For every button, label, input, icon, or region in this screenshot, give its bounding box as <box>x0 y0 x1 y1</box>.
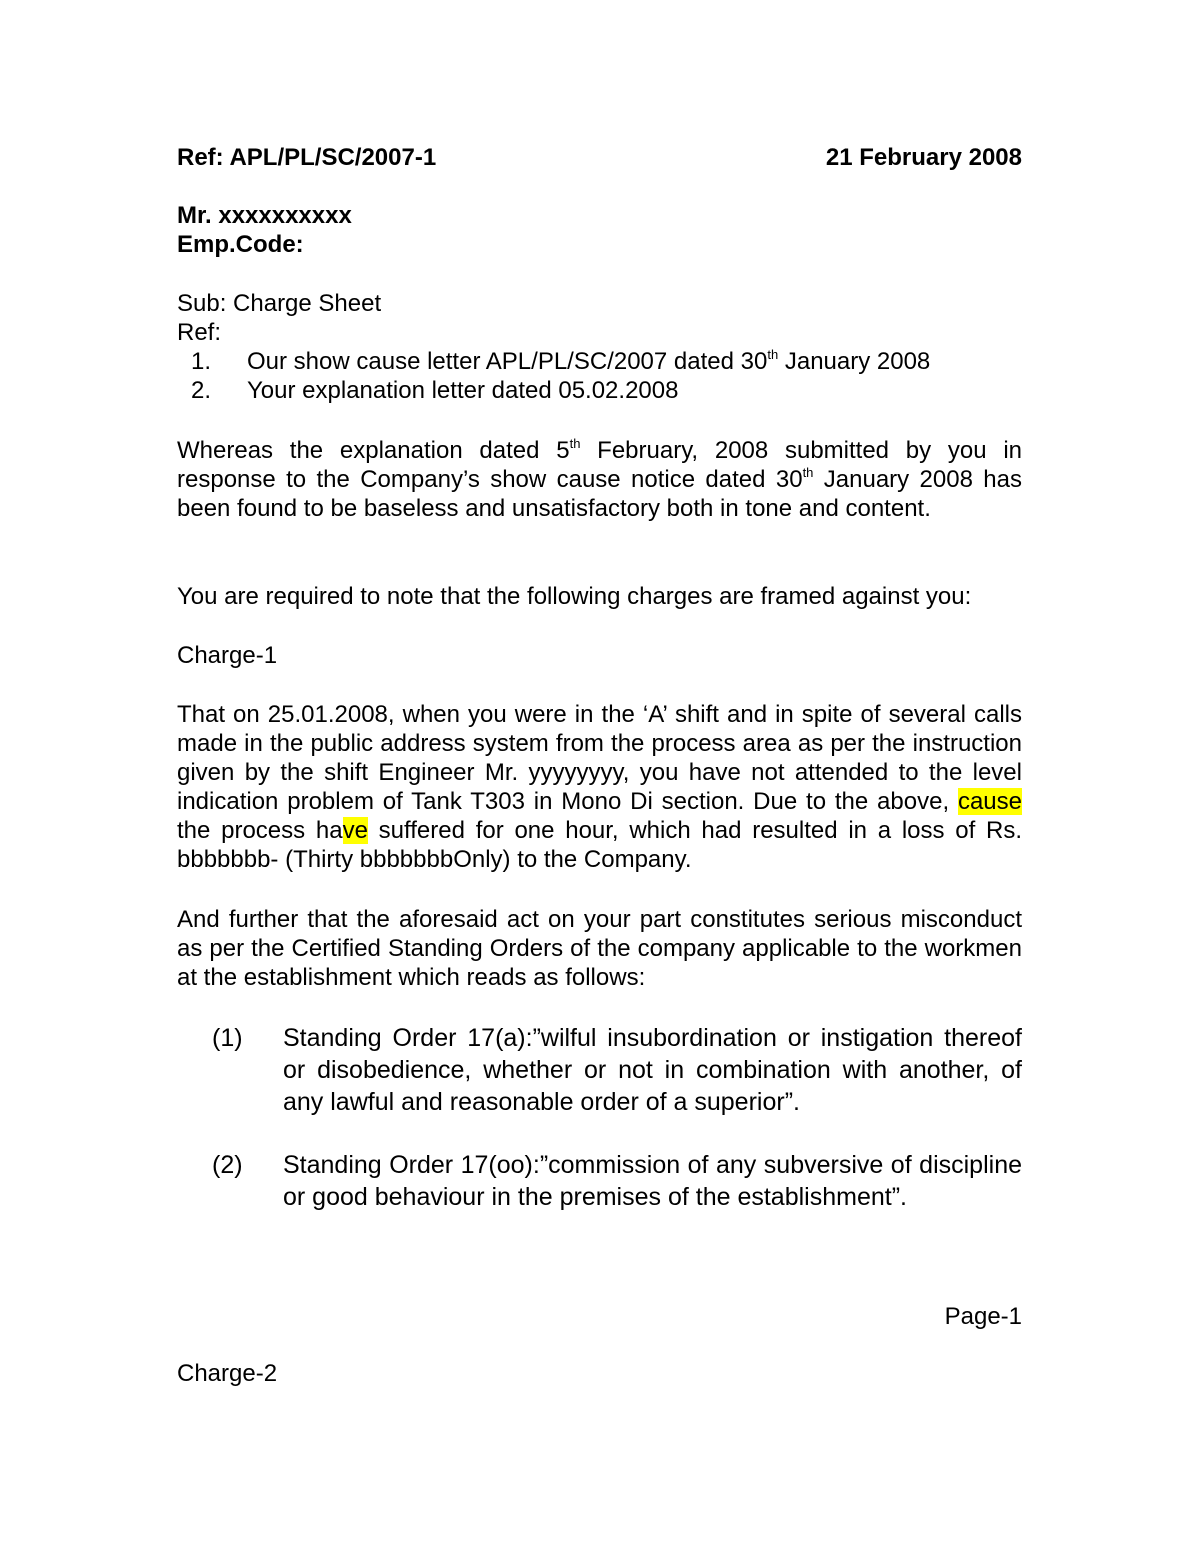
reference-item-number: 2. <box>190 377 211 404</box>
explanation-paragraph <box>177 436 1022 523</box>
highlighted-word: ve <box>342 817 368 844</box>
standing-order-text: Standing Order 17(oo):”commission of any subversive of discipline or good behaviour in the premises of the establishment”. <box>283 1151 1022 1211</box>
addressee-name: Mr. xxxxxxxxxx <box>177 202 352 229</box>
ordinal-suffix: th <box>802 465 814 480</box>
charge-2-heading: Charge-2 <box>177 1360 278 1387</box>
text-run: Whereas the explanation dated 5 <box>177 437 570 464</box>
reference-item <box>177 376 1022 405</box>
misconduct-paragraph: And further that the aforesaid act on your part constitutes serious misconduct as per the Certified Standing Orders of the company applicable to the workmen at the establishment which reads as follows: <box>177 906 1022 991</box>
text-run: the process ha <box>177 817 343 844</box>
reference-item-text-end: January 2008 <box>778 348 931 375</box>
standing-order-item <box>177 1149 1022 1213</box>
subject-line: Sub: Charge Sheet <box>177 290 382 317</box>
reference-item-text: Your explanation letter dated 05.02.2008 <box>247 377 679 404</box>
highlighted-word: cause <box>957 788 1022 815</box>
standing-order-number: (1) <box>212 1024 243 1052</box>
text-run: January 2008 has been found to be baseless and unsatisfactory both in tone and content. <box>177 466 1022 522</box>
standing-order-number: (2) <box>212 1151 243 1179</box>
reference-item <box>177 347 1022 376</box>
charge-1-heading: Charge-1 <box>177 642 278 669</box>
reference-list <box>177 347 1022 405</box>
reference-number: Ref: APL/PL/SC/2007-1 <box>177 144 437 171</box>
ordinal-suffix: th <box>767 347 779 362</box>
reference-item-text: Our show cause letter APL/PL/SC/2007 dated 30 <box>247 348 768 375</box>
header-line <box>177 143 1022 172</box>
standing-order-item <box>177 1022 1022 1118</box>
text-run: February, 2008 submitted by you in response to the Company’s show cause notice dated 30 <box>177 437 1023 493</box>
text-run: That on 25.01.2008, when you were in the ‘A’ shift and in spite of several calls made in the public address system from the process area as per the instruction given by the shift Engineer Mr. yyyyyyyy, you have not attended to the level indication problem of Tank T303 in Mono Di section. Due to the above, <box>177 701 1022 815</box>
charges-intro-paragraph: You are required to note that the following charges are framed against you: <box>177 583 972 610</box>
standing-order-text: Standing Order 17(a):”wilful insubordination or instigation thereof or disobedience, whether or not in combination with another, of any lawful and reasonable order of a superior”. <box>283 1024 1022 1116</box>
page-number: Page-1 <box>944 1303 1022 1330</box>
letter-date: 21 February 2008 <box>825 144 1022 171</box>
letter-page <box>177 0 1022 1553</box>
employee-code: Emp.Code: <box>177 231 304 258</box>
charge-1-paragraph <box>177 700 1022 874</box>
text-run: suffered for one hour, which had resulted in a loss of Rs. bbbbbbb- (Thirty bbbbbbbOnly) to the Company. <box>177 817 1022 873</box>
ordinal-suffix: th <box>569 436 581 451</box>
references-label: Ref: <box>177 319 222 346</box>
reference-item-number: 1. <box>190 348 211 375</box>
